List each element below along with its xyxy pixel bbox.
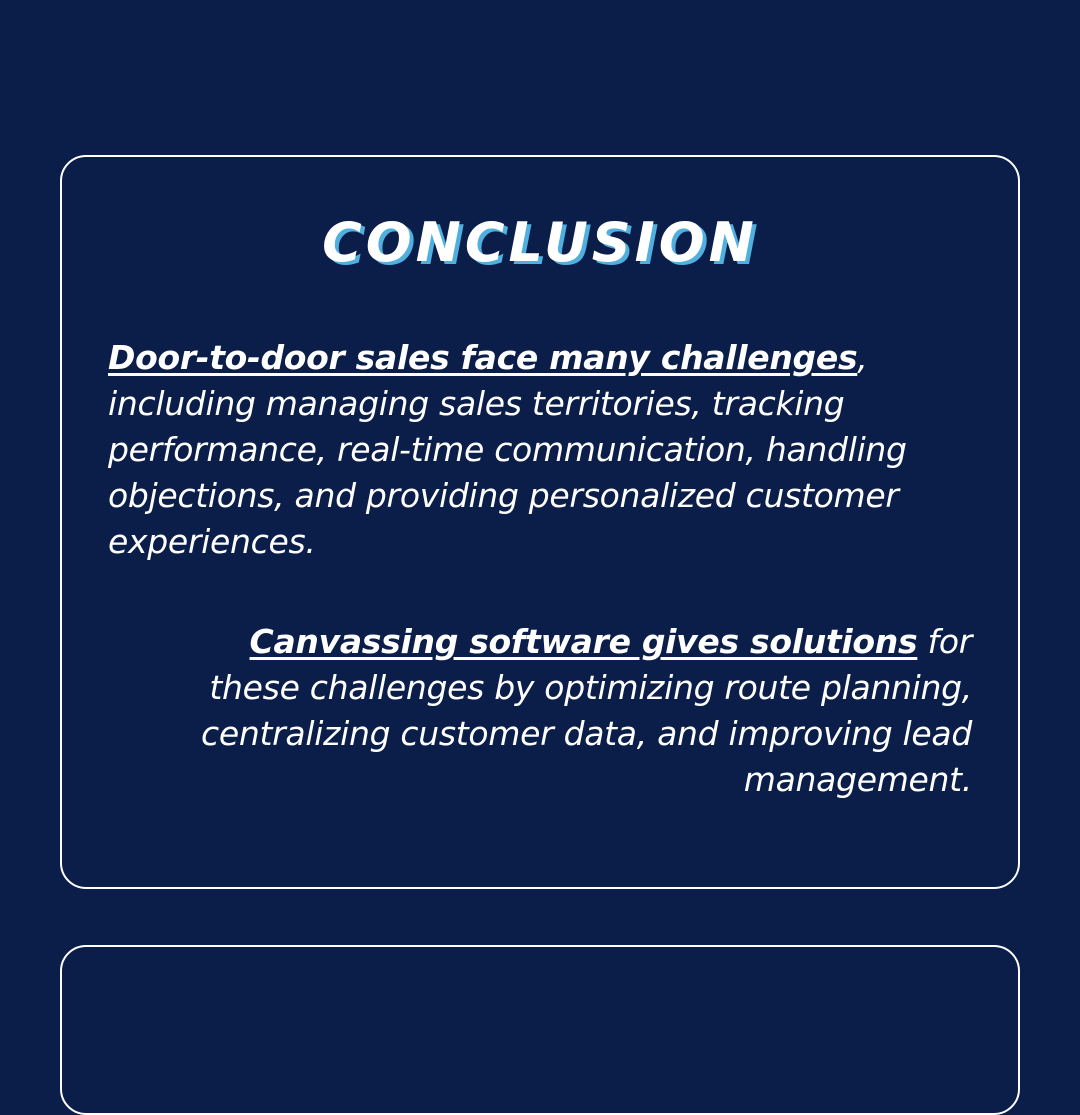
conclusion-title: CONCLUSION: [322, 211, 758, 274]
paragraph-challenges-lead: Door-to-door sales face many challenges: [108, 338, 858, 377]
conclusion-card: [60, 155, 1020, 889]
conclusion-paragraph-challenges: [108, 335, 988, 565]
paragraph-solutions-text: for these challenges by optimizing route planning, centralizing customer data, and improving lead management.: [201, 622, 972, 799]
paragraph-challenges-text: , including managing sales territories, tracking performance, real-time communication, handling objections, and providing personalized customer experiences.: [108, 338, 907, 561]
next-card: [60, 945, 1020, 1115]
paragraph-solutions-lead: Canvassing software gives solutions: [249, 622, 918, 661]
conclusion-paragraph-solutions: [172, 619, 972, 803]
